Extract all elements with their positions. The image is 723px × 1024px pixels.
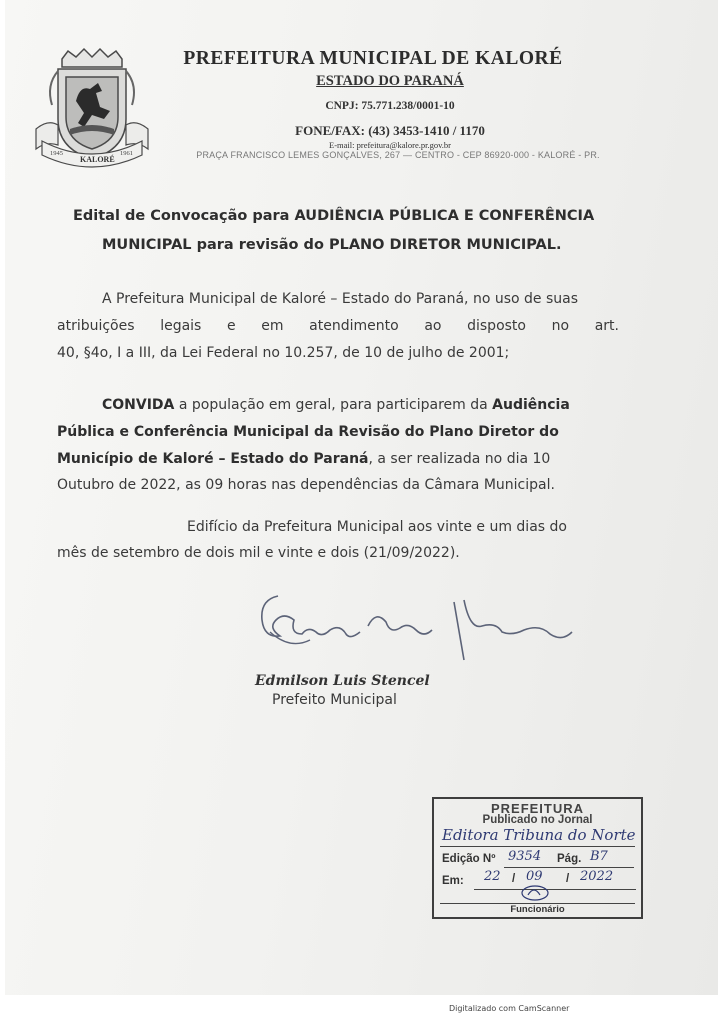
p1-word: no	[551, 318, 570, 334]
stamp-date-sep: /	[512, 873, 516, 885]
p2-bold-municipio: Município de Kaloré – Estado do Paraná	[57, 451, 369, 467]
stamp-page-value: B7	[590, 849, 608, 864]
stamp-official-label: Funcionário	[510, 904, 565, 915]
paragraph-2-line-3	[57, 451, 550, 467]
document-title-line-2	[102, 237, 562, 253]
stamp-edition-value: 9354	[508, 849, 542, 864]
p1-word: art.	[594, 318, 619, 334]
stamp-date-day: 22	[484, 869, 501, 884]
p1-word: atribuições	[57, 318, 135, 334]
crest-banner-left: 1945	[50, 150, 63, 157]
paragraph-2-line-4: Outubro de 2022, as 09 horas nas dependências da Câmara Municipal.	[57, 477, 555, 493]
signature-scribble	[250, 590, 580, 670]
paragraph-3-line-2: mês de setembro de dois mil e vinte e dois (21/09/2022).	[57, 545, 460, 561]
p2-bold-convida: CONVIDA	[102, 397, 175, 413]
p1-word: ao	[424, 318, 442, 334]
header-title: PREFEITURA MUNICIPAL DE KALORÉ	[183, 48, 563, 69]
stamp-subtitle: Publicado no Jornal	[482, 814, 593, 826]
p1-word: legais	[160, 318, 202, 334]
title-bold-1: AUDIÊNCIA PÚBLICA E CONFERÊNCIA	[294, 208, 595, 224]
stamp-date-label: Em:	[442, 875, 464, 887]
p2-bold-audiencia: Audiência	[492, 397, 570, 413]
p1-word: atendimento	[309, 318, 399, 334]
p1-word: e	[226, 318, 236, 334]
p2-text-1: a população em geral, para participarem da	[174, 397, 493, 413]
stamp-title: PREFEITURA	[490, 801, 585, 816]
header-address: PRAÇA FRANCISCO LEMES GONÇALVES, 267 — CENTRO - CEP 86920-000 - KALORÉ - PR.	[196, 150, 600, 160]
paragraph-2-line-2: Pública e Conferência Municipal da Revisão do Plano Diretor do	[57, 424, 559, 440]
document-title-line-1	[73, 208, 594, 224]
title-end: PLANO DIRETOR MUNICIPAL.	[328, 237, 562, 253]
paragraph-2-line-1	[102, 397, 570, 413]
stamp-edition-label: Edição Nº	[442, 853, 496, 865]
signatory-name: Edmilson Luis Stencel	[255, 673, 430, 689]
signatory-role: Prefeito Municipal	[272, 692, 397, 708]
p1-word: em	[261, 318, 284, 334]
stamp-rule	[440, 846, 635, 847]
paragraph-1-line-1: A Prefeitura Municipal de Kaloré – Estado do Paraná, no uso de suas	[102, 291, 579, 307]
stamp-rule	[474, 889, 636, 890]
paragraph-1-line-3: 40, §4o, I a III, da Lei Federal no 10.257, de 10 de julho de 2001;	[57, 345, 510, 361]
header-state: ESTADO DO PARANÁ	[316, 73, 464, 89]
paragraph-1-line-2	[57, 318, 619, 334]
stamp-rule	[504, 867, 634, 868]
p1-word: disposto	[467, 318, 526, 334]
p2-text-3: , a ser realizada no dia 10	[368, 451, 551, 467]
title-mid: para revisão do	[191, 237, 329, 253]
scanner-watermark: Digitalizado com CamScanner	[449, 1004, 570, 1013]
header-phone: FONE/FAX: (43) 3453-1410 / 1170	[295, 123, 485, 138]
publication-stamp	[432, 797, 643, 919]
stamp-date-sep: /	[566, 873, 570, 885]
title-bold-2: MUNICIPAL	[102, 237, 192, 253]
stamp-date-month: 09	[526, 869, 543, 884]
paragraph-3-line-1: Edifício da Prefeitura Municipal aos vinte e um dias do	[187, 519, 567, 535]
stamp-page-label: Pág.	[557, 853, 582, 865]
crest-banner-right: 1961	[120, 150, 133, 157]
crest-banner-center: KALORÉ	[80, 155, 115, 164]
title-pre: Edital de Convocação para	[73, 208, 295, 224]
stamp-date-year: 2022	[580, 869, 614, 884]
header-email: E-mail: prefeitura@kalore.pr.gov.br	[329, 140, 451, 150]
header-cnpj: CNPJ: 75.771.238/0001-10	[325, 100, 455, 112]
municipal-crest-icon	[28, 45, 156, 173]
stamp-initials-scribble	[518, 883, 552, 903]
stamp-newspaper: Editora Tribuna do Norte	[442, 826, 636, 844]
